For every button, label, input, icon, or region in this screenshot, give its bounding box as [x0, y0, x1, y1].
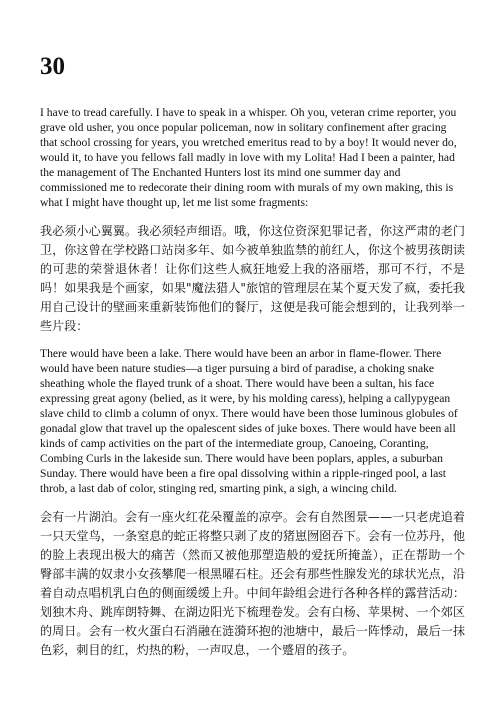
- paragraph-chinese-2: 会有一片湖泊。会有一座火红花朵覆盖的凉亭。会有自然图景——一只老虎追着一只天堂鸟，一条窒息的蛇正将整只剥了皮的猪崽囫囵吞下。会有一位苏丹，他的脸上表现出极大的痛苦（然而又被他那塑造般的爱抚所掩盖），正在帮助一个臀部丰满的奴隶小女孩攀爬一根黑曜石柱。还会有那些性腺发光的球状光点，沿着自动点唱机乳白色的侧面缓缓上升。中间年龄组会进行各种各样的露营活动：划独木舟、跳库朗特舞、在湖边阳光下梳理卷发。会有白杨、苹果树、一个郊区的周日。会有一枚火蛋白石消融在涟漪环抱的池塘中，最后一阵悸动，最后一抹色彩，刺目的红，灼热的粉，一声叹息，一个蹙眉的孩子。: [40, 510, 465, 657]
- page-content: [40, 52, 465, 670]
- chapter-number: 30: [40, 53, 65, 80]
- paragraph-english-1: I have to tread carefully. I have to speak in a whisper. Oh you, veteran crime reporter, you grave old usher, you once popular policeman, now in solitary confinement after gracing that school crossing for years, you wretched emeritus read to by a boy! It would never do, would it, to have you fellows fall madly in love with my Lolita! Had I been a painter, had the management of The Enchanted Hunters lost its mind one summer day and commissioned me to redecorate their dining room with murals of my own making, this is what I might have thought up, let me list some fragments:: [40, 106, 457, 209]
- paragraph-chinese-1: 我必须小心翼翼。我必须轻声细语。哦，你这位资深犯罪记者，你这严肃的老门卫，你这曾在学校路口站岗多年、如今被单独监禁的前红人，你这个被男孩朗读的可悲的荣誉退休者！让你们这些人疯狂地爱上我的洛丽塔，那可不行，不是吗！如果我是个画家，如果"魔法猎人"旅馆的管理层在某个夏天发了疯，委托我用自己设计的壁画来重新装饰他们的餐厅，这便是我可能会想到的，让我列举一些片段：: [40, 224, 465, 333]
- paragraph-english-2: There would have been a lake. There would have been an arbor in flame-flower. There would have been nature studies—a tiger pursuing a bird of paradise, a choking snake sheathing whole the flayed trunk of a shoat. There would have been a sultan, his face expressing great agony (belied, as it were, by his molding caress), helping a callypygean slave child to climb a column of onyx. There would have been those luminous globules of gonadal glow that travel up the opalescent sides of juke boxes. There would have been all kinds of camp activities on the part of the intermediate group, Canoeing, Coranting, Combing Curls in the lakeside sun. There would have been poplars, apples, a suburban Sunday. There would have been a fire opal dissolving within a ripple-ringed pool, a last throb, a last dab of color, stinging red, smarting pink, a sigh, a wincing child.: [40, 347, 458, 495]
